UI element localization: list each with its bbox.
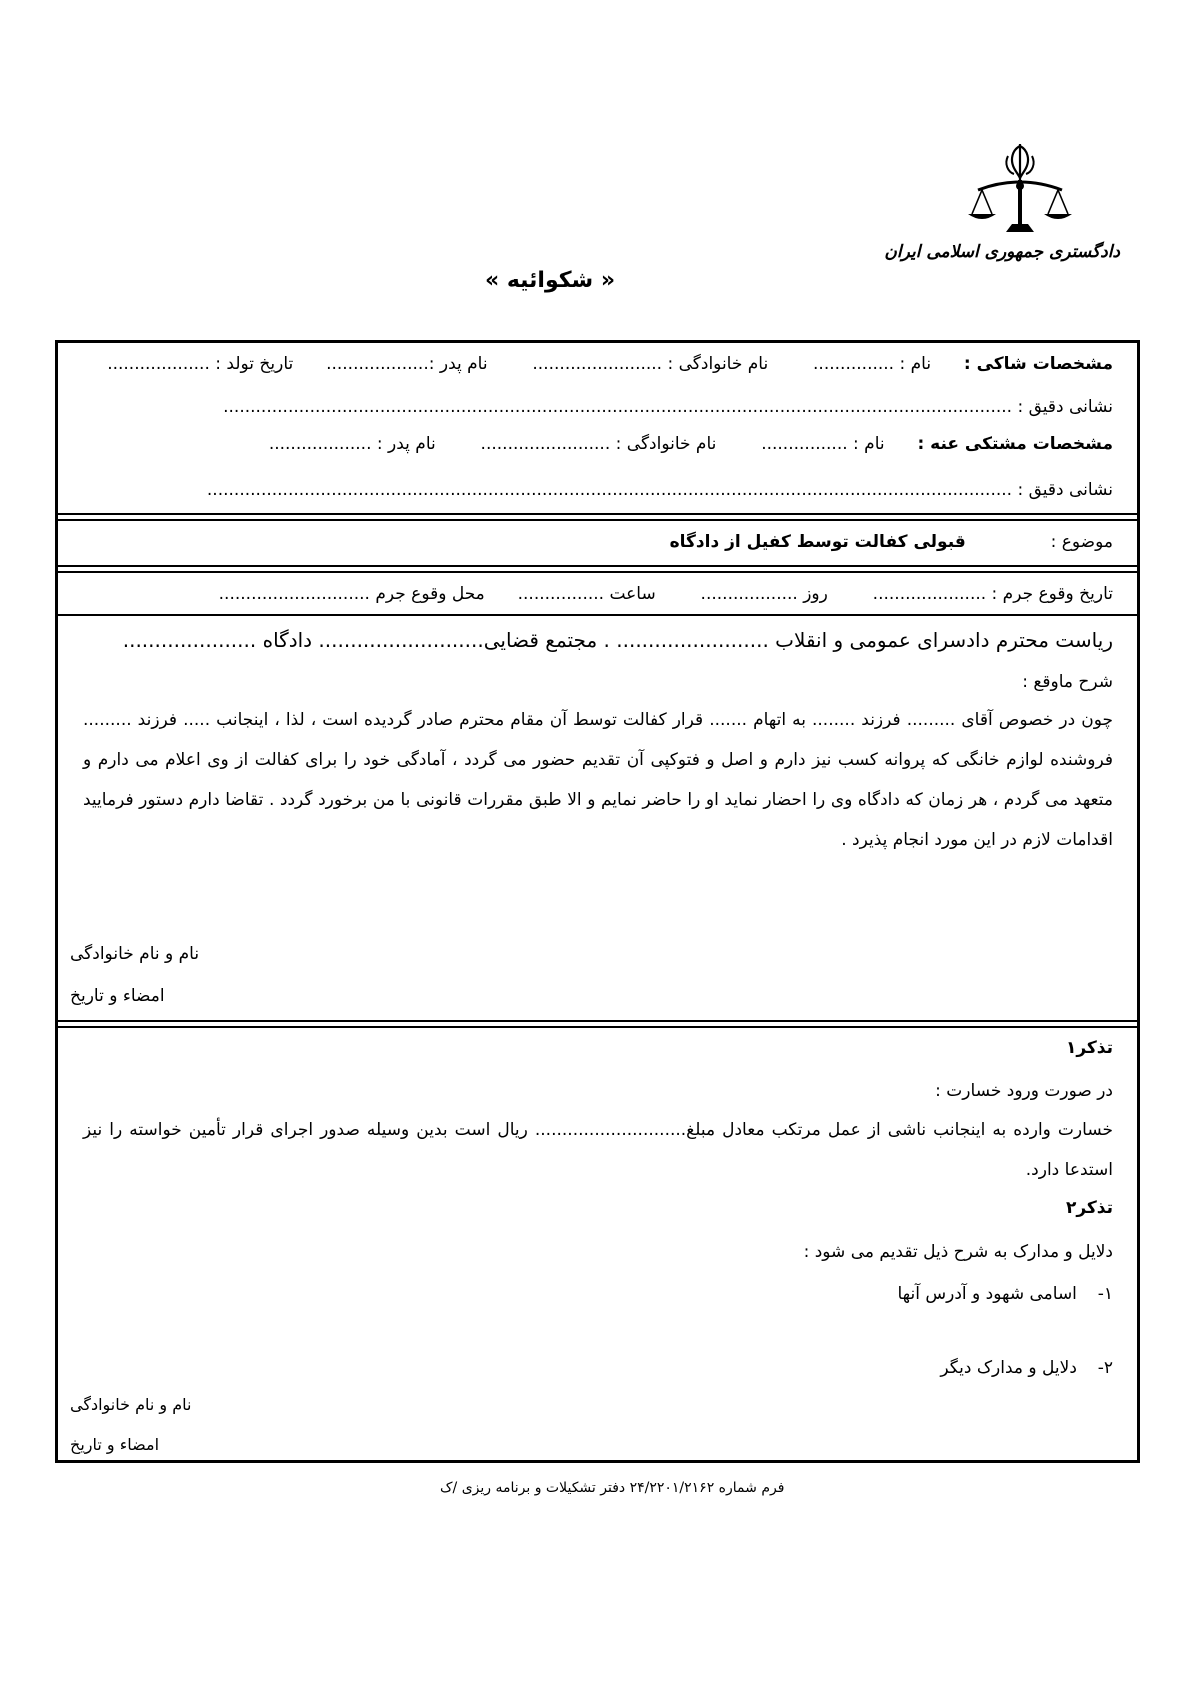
defendant-row [269,432,1113,456]
note2-intro: دلایل و مدارک به شرح ذیل تقدیم می شود : [803,1242,1113,1262]
subject-label: موضوع : [1050,532,1113,552]
complainant-name-field[interactable]: نام : ............... [813,354,932,374]
defendant-address-field[interactable]: نشانی دقیق : ..................................................................................................................................................... [206,480,1113,500]
defendant-father-field[interactable]: نام پدر : ................... [268,434,436,454]
signature-name-label: نام و نام خانوادگی [70,944,200,964]
complainant-row [107,352,1113,376]
subject-row [670,530,1113,554]
description-label: شرح ماوقع : [1022,672,1113,692]
note1-title: تذکر۱ [1065,1038,1113,1058]
signature-sign-label: امضاء و تاریخ [70,986,165,1006]
defendant-name-field[interactable]: نام : ................ [761,434,885,454]
note2-item-1-text: اسامی شهود و آدرس آنها [897,1284,1077,1304]
section-divider [55,571,1140,573]
section-divider [55,513,1140,515]
crime-day-field[interactable]: روز .................. [700,584,828,604]
note2-item-1-number: ۱- [1097,1284,1113,1304]
complainant-family-field[interactable]: نام خانوادگی : ........................ [532,354,769,374]
crime-date-field[interactable]: تاریخ وقوع جرم : ..................... [872,584,1113,604]
signature-sign-label: امضاء و تاریخ [70,1435,160,1454]
defendant-label: مشخصات مشتکی عنه : [917,434,1113,454]
judiciary-emblem-icon [960,140,1080,290]
note1-intro: در صورت ورود خسارت : [935,1081,1113,1101]
defendant-family-field[interactable]: نام خانوادگی : ........................ [480,434,717,454]
crime-info-row [219,582,1113,606]
complainant-father-field[interactable]: نام پدر :................... [326,354,488,374]
section-divider [55,565,1140,567]
form-number-footer: فرم شماره ۲۴/۲۲۰۱/۲۱۶۲ دفتر تشکیلات و برنامه ریزی /ک [440,1480,785,1496]
section-divider [55,614,1140,616]
note1-text: خسارت وارده به اینجانب ناشی از عمل مرتکب معادل مبلغ............................ ریال است بدین وسیله صدور اجرای قرار تأمین خواسته را نیز استدعا دارد. [83,1120,1113,1180]
section-divider [55,1020,1140,1022]
section-divider [55,1026,1140,1028]
description-text: چون در خصوص آقای ......... فرزند ........ به اتهام ....... قرار کفالت توسط آن مقام محترم صادر گردیده است ، لذا ، اینجانب ..... فرزند ......... فروشنده لوازم خانگی که پروانه کسب نیز دارم و اصل و فتوکپی آن تقدیم حضور می گردد ، آمادگی خود را برای کفالت از وی اعلام می دارم و متعهد می گردم ، هر زمان که دادگاه وی را احضار نماید او را حاضر نمایم و الا طبق مقررات قانونی با من برخورد گردد . تقاضا دارم دستور فرمایید اقدامات لازم در این مورد انجام پذیرد . [83,710,1113,850]
complainant-label: مشخصات شاکی : [963,354,1113,374]
complainant-birth-field[interactable]: تاریخ تولد : ................... [107,354,294,374]
crime-time-field[interactable]: ساعت ................ [517,584,656,604]
section-divider [55,519,1140,521]
note2-item-2-text: دلایل و مدارک دیگر [940,1358,1077,1378]
note2-title: تذکر۲ [1065,1198,1113,1218]
note2-item-2 [940,1356,1113,1380]
complainant-address-field[interactable]: نشانی دقیق : .................................................................................................................................................. [223,397,1113,417]
signature-name-label: نام و نام خانوادگی [70,1395,192,1414]
addressee-line: ریاست محترم دادسرای عمومی و انقلاب ........................ . مجتمع قضایی.......................... دادگاه ..................... [122,628,1113,652]
crime-place-field[interactable]: محل وقوع جرم ............................ [218,584,485,604]
note2-item-1 [898,1282,1114,1306]
form-title: « شکوائیه » [484,268,616,293]
subject-value: قبولی کفالت توسط کفیل از دادگاه [669,532,966,552]
note2-item-2-number: ۲- [1097,1358,1113,1378]
organization-name: دادگستری جمهوری اسلامی ایران [884,242,1120,262]
